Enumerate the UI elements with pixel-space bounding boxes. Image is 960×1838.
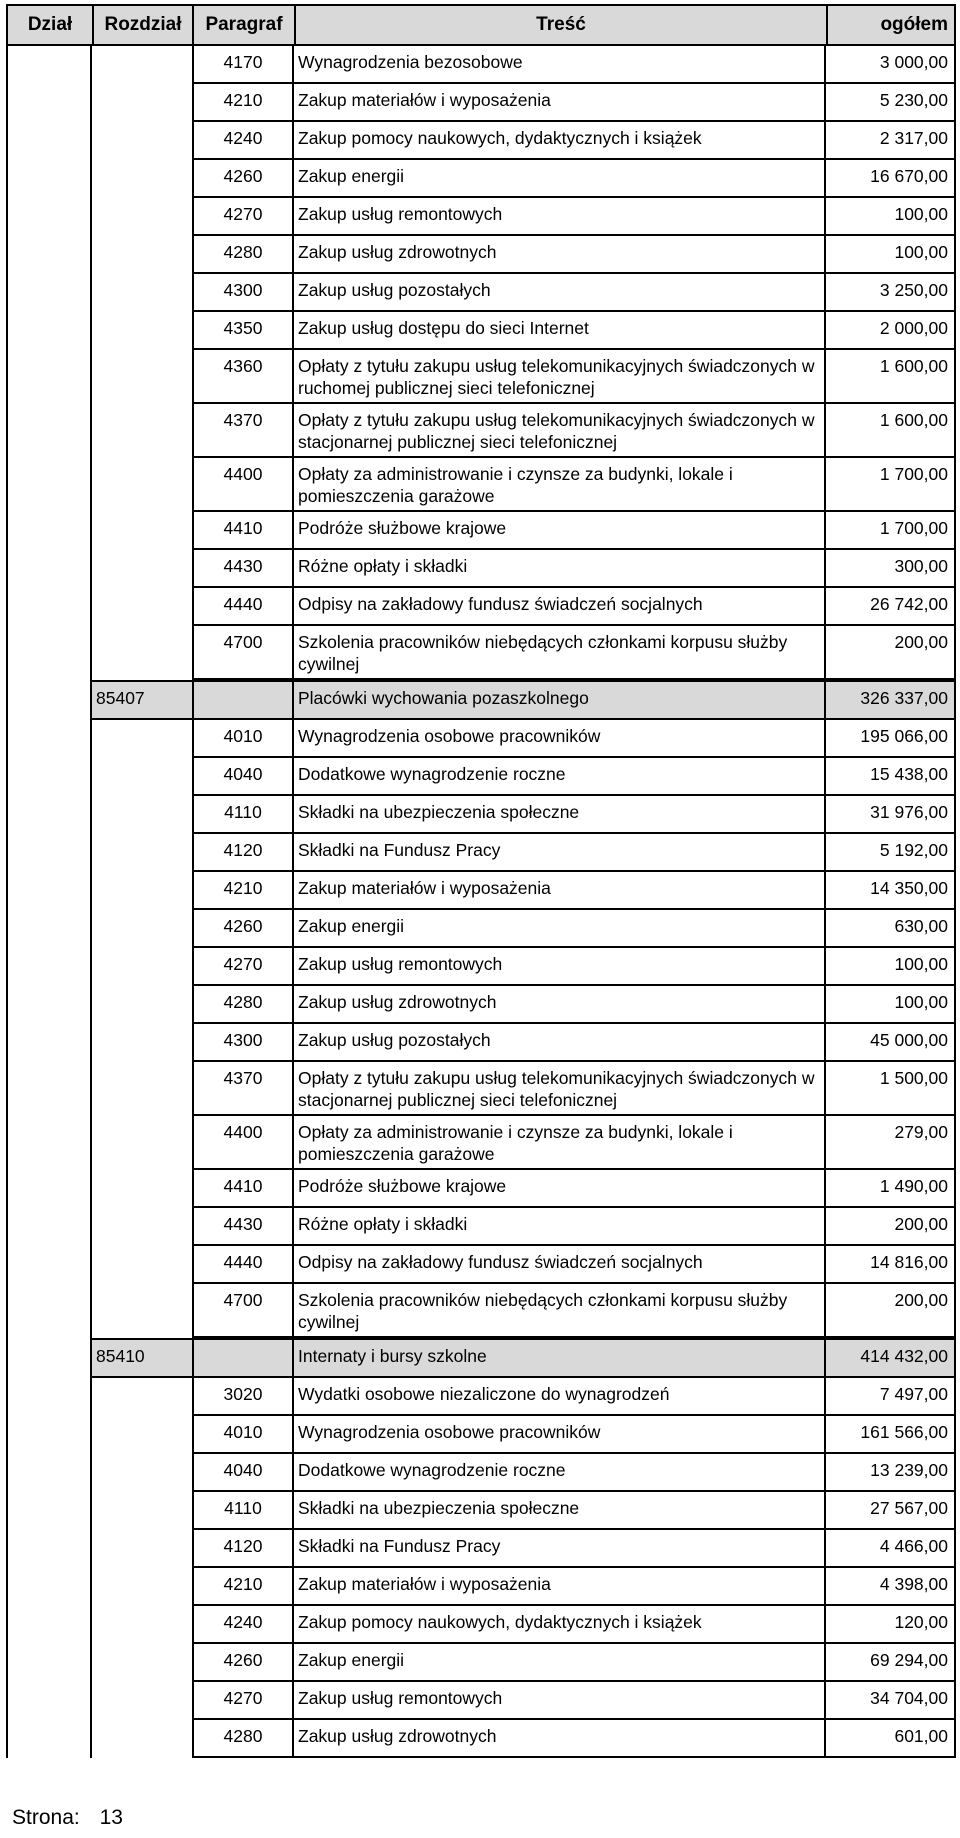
table-row — [6, 160, 956, 198]
cell-ogolem: 195 066,00 — [826, 720, 956, 758]
table-row — [6, 512, 956, 550]
table-row — [6, 986, 956, 1024]
budget-table — [6, 4, 956, 1758]
cell-paragraf: 4700 — [192, 626, 294, 680]
cell-tresc: Wynagrodzenia bezosobowe — [294, 46, 826, 84]
cell-dzial — [6, 1338, 92, 1378]
cell-ogolem: 27 567,00 — [826, 1492, 956, 1530]
cell-tresc: Opłaty z tytułu zakupu usług telekomunikacyjnych świadczonych w ruchomej publicznej sieci telefonicznej — [294, 350, 826, 404]
table-row — [6, 1568, 956, 1606]
cell-ogolem: 1 500,00 — [826, 1062, 956, 1116]
cell-ogolem: 279,00 — [826, 1116, 956, 1170]
table-row — [6, 312, 956, 350]
cell-dzial — [6, 834, 92, 872]
cell-paragraf: 4040 — [192, 1454, 294, 1492]
table-row — [6, 350, 956, 404]
cell-dzial — [6, 1606, 92, 1644]
cell-dzial — [6, 46, 92, 84]
cell-ogolem: 1 700,00 — [826, 512, 956, 550]
page-number: 13 — [99, 1806, 123, 1829]
cell-ogolem: 13 239,00 — [826, 1454, 956, 1492]
cell-tresc: Odpisy na zakładowy fundusz świadczeń socjalnych — [294, 1246, 826, 1284]
cell-ogolem: 5 230,00 — [826, 84, 956, 122]
cell-dzial — [6, 1246, 92, 1284]
cell-tresc: Zakup usług zdrowotnych — [294, 236, 826, 274]
cell-paragraf: 4260 — [192, 1644, 294, 1682]
cell-rozdzial — [92, 1284, 192, 1338]
table-row — [6, 458, 956, 512]
cell-dzial — [6, 1062, 92, 1116]
table-row — [6, 834, 956, 872]
cell-dzial — [6, 758, 92, 796]
cell-tresc: Różne opłaty i składki — [294, 1208, 826, 1246]
cell-paragraf: 3020 — [192, 1378, 294, 1416]
cell-tresc: Podróże służbowe krajowe — [294, 512, 826, 550]
cell-dzial — [6, 1720, 92, 1758]
cell-rozdzial — [92, 626, 192, 680]
cell-rozdzial — [92, 1062, 192, 1116]
cell-dzial — [6, 872, 92, 910]
cell-ogolem: 1 600,00 — [826, 404, 956, 458]
cell-tresc: Wynagrodzenia osobowe pracowników — [294, 1416, 826, 1454]
cell-tresc: Opłaty z tytułu zakupu usług telekomunikacyjnych świadczonych w stacjonarnej publicznej sieci telefonicznej — [294, 404, 826, 458]
cell-ogolem: 31 976,00 — [826, 796, 956, 834]
table-row — [6, 1246, 956, 1284]
cell-rozdzial — [92, 1644, 192, 1682]
cell-tresc: Różne opłaty i składki — [294, 550, 826, 588]
cell-paragraf: 4010 — [192, 1416, 294, 1454]
cell-rozdzial — [92, 1720, 192, 1758]
cell-rozdzial — [92, 910, 192, 948]
cell-tresc: Zakup usług remontowych — [294, 948, 826, 986]
cell-ogolem: 2 000,00 — [826, 312, 956, 350]
table-row — [6, 84, 956, 122]
cell-paragraf — [192, 1338, 294, 1378]
table-row — [6, 626, 956, 680]
cell-ogolem: 4 398,00 — [826, 1568, 956, 1606]
cell-tresc: Dodatkowe wynagrodzenie roczne — [294, 758, 826, 796]
cell-dzial — [6, 1644, 92, 1682]
cell-rozdzial — [92, 1378, 192, 1416]
cell-rozdzial — [92, 274, 192, 312]
cell-rozdzial — [92, 404, 192, 458]
cell-tresc: Opłaty za administrowanie i czynsze za budynki, lokale i pomieszczenia garażowe — [294, 1116, 826, 1170]
cell-paragraf: 4370 — [192, 1062, 294, 1116]
cell-tresc: Zakup usług remontowych — [294, 198, 826, 236]
cell-tresc: Składki na ubezpieczenia społeczne — [294, 796, 826, 834]
cell-ogolem: 200,00 — [826, 1208, 956, 1246]
cell-ogolem: 326 337,00 — [826, 680, 956, 720]
cell-tresc: Szkolenia pracowników niebędących członkami korpusu służby cywilnej — [294, 626, 826, 680]
cell-dzial — [6, 198, 92, 236]
table-header — [6, 4, 956, 46]
cell-ogolem: 45 000,00 — [826, 1024, 956, 1062]
table-row — [6, 1208, 956, 1246]
table-row — [6, 1062, 956, 1116]
cell-paragraf: 4350 — [192, 312, 294, 350]
cell-ogolem: 300,00 — [826, 550, 956, 588]
table-row — [6, 1530, 956, 1568]
cell-ogolem: 100,00 — [826, 986, 956, 1024]
cell-dzial — [6, 588, 92, 626]
cell-rozdzial — [92, 1170, 192, 1208]
cell-rozdzial — [92, 550, 192, 588]
cell-dzial — [6, 910, 92, 948]
cell-dzial — [6, 680, 92, 720]
cell-tresc: Zakup materiałów i wyposażenia — [294, 1568, 826, 1606]
table-row — [6, 948, 956, 986]
cell-tresc: Zakup materiałów i wyposażenia — [294, 872, 826, 910]
cell-paragraf: 4400 — [192, 1116, 294, 1170]
cell-paragraf: 4240 — [192, 122, 294, 160]
cell-dzial — [6, 1492, 92, 1530]
cell-paragraf: 4430 — [192, 1208, 294, 1246]
table-row — [6, 236, 956, 274]
header-tresc: Treść — [296, 6, 828, 44]
table-row — [6, 404, 956, 458]
cell-rozdzial — [92, 872, 192, 910]
cell-dzial — [6, 1568, 92, 1606]
table-row — [6, 550, 956, 588]
cell-rozdzial — [92, 312, 192, 350]
cell-dzial — [6, 796, 92, 834]
cell-dzial — [6, 1170, 92, 1208]
cell-rozdzial — [92, 948, 192, 986]
cell-ogolem: 200,00 — [826, 626, 956, 680]
cell-ogolem: 69 294,00 — [826, 1644, 956, 1682]
header-ogolem: ogółem — [880, 14, 948, 35]
table-row — [6, 1454, 956, 1492]
cell-dzial — [6, 122, 92, 160]
cell-paragraf: 4110 — [192, 796, 294, 834]
table-row — [6, 1024, 956, 1062]
cell-ogolem: 26 742,00 — [826, 588, 956, 626]
cell-paragraf: 4410 — [192, 512, 294, 550]
cell-dzial — [6, 236, 92, 274]
header-rozdzial: Rozdział — [94, 6, 194, 44]
table-row — [6, 910, 956, 948]
cell-rozdzial — [92, 1568, 192, 1606]
cell-ogolem: 120,00 — [826, 1606, 956, 1644]
cell-rozdzial — [92, 1024, 192, 1062]
cell-ogolem: 1 490,00 — [826, 1170, 956, 1208]
cell-rozdzial — [92, 1208, 192, 1246]
cell-tresc: Zakup pomocy naukowych, dydaktycznych i książek — [294, 122, 826, 160]
cell-rozdzial — [92, 512, 192, 550]
cell-tresc: Zakup usług pozostałych — [294, 274, 826, 312]
cell-rozdzial — [92, 720, 192, 758]
cell-rozdzial — [92, 46, 192, 84]
table-row — [6, 198, 956, 236]
table-row — [6, 1284, 956, 1338]
cell-dzial — [6, 1116, 92, 1170]
table-row — [6, 122, 956, 160]
cell-rozdzial — [92, 796, 192, 834]
section-row — [6, 1338, 956, 1378]
cell-paragraf: 4260 — [192, 160, 294, 198]
table-row — [6, 796, 956, 834]
table-row — [6, 720, 956, 758]
cell-rozdzial — [92, 758, 192, 796]
cell-rozdzial — [92, 1492, 192, 1530]
cell-paragraf: 4260 — [192, 910, 294, 948]
cell-paragraf: 4300 — [192, 274, 294, 312]
header-dzial: Dział — [8, 6, 94, 44]
cell-rozdzial — [92, 1116, 192, 1170]
cell-paragraf: 4270 — [192, 198, 294, 236]
cell-dzial — [6, 458, 92, 512]
cell-dzial — [6, 1024, 92, 1062]
cell-ogolem: 3 000,00 — [826, 46, 956, 84]
cell-dzial — [6, 350, 92, 404]
cell-rozdzial — [92, 122, 192, 160]
cell-ogolem: 100,00 — [826, 198, 956, 236]
cell-tresc: Zakup materiałów i wyposażenia — [294, 84, 826, 122]
cell-dzial — [6, 512, 92, 550]
cell-paragraf: 4210 — [192, 84, 294, 122]
cell-paragraf: 4280 — [192, 236, 294, 274]
cell-rozdzial — [92, 236, 192, 274]
page-footer — [12, 1806, 123, 1830]
cell-dzial — [6, 948, 92, 986]
table-row — [6, 1492, 956, 1530]
cell-paragraf: 4040 — [192, 758, 294, 796]
cell-tresc: Placówki wychowania pozaszkolnego — [294, 680, 826, 720]
header-paragraf: Paragraf — [194, 6, 296, 44]
cell-tresc: Zakup usług zdrowotnych — [294, 986, 826, 1024]
cell-paragraf: 4700 — [192, 1284, 294, 1338]
cell-dzial — [6, 274, 92, 312]
cell-rozdzial — [92, 458, 192, 512]
cell-paragraf: 4360 — [192, 350, 294, 404]
cell-dzial — [6, 1416, 92, 1454]
cell-dzial — [6, 404, 92, 458]
cell-paragraf: 4120 — [192, 834, 294, 872]
cell-dzial — [6, 312, 92, 350]
cell-ogolem: 3 250,00 — [826, 274, 956, 312]
cell-paragraf: 4440 — [192, 1246, 294, 1284]
cell-paragraf: 4210 — [192, 1568, 294, 1606]
cell-tresc: Składki na Fundusz Pracy — [294, 834, 826, 872]
cell-paragraf: 4280 — [192, 1720, 294, 1758]
cell-ogolem: 1 700,00 — [826, 458, 956, 512]
cell-dzial — [6, 626, 92, 680]
cell-rozdzial — [92, 198, 192, 236]
cell-paragraf: 4370 — [192, 404, 294, 458]
cell-dzial — [6, 1378, 92, 1416]
cell-paragraf: 4270 — [192, 948, 294, 986]
cell-ogolem: 161 566,00 — [826, 1416, 956, 1454]
cell-tresc: Zakup pomocy naukowych, dydaktycznych i książek — [294, 1606, 826, 1644]
cell-dzial — [6, 1454, 92, 1492]
table-row — [6, 588, 956, 626]
table-row — [6, 1116, 956, 1170]
cell-dzial — [6, 84, 92, 122]
cell-tresc: Zakup usług remontowych — [294, 1682, 826, 1720]
cell-tresc: Zakup energii — [294, 910, 826, 948]
cell-ogolem: 7 497,00 — [826, 1378, 956, 1416]
page-label: Strona: — [12, 1806, 80, 1829]
cell-tresc: Składki na ubezpieczenia społeczne — [294, 1492, 826, 1530]
cell-ogolem: 601,00 — [826, 1720, 956, 1758]
cell-ogolem: 414 432,00 — [826, 1338, 956, 1378]
table-row — [6, 1606, 956, 1644]
cell-dzial — [6, 160, 92, 198]
cell-rozdzial: 85407 — [92, 680, 192, 720]
cell-rozdzial — [92, 834, 192, 872]
cell-ogolem: 100,00 — [826, 236, 956, 274]
cell-paragraf: 4240 — [192, 1606, 294, 1644]
cell-tresc: Zakup energii — [294, 1644, 826, 1682]
cell-rozdzial — [92, 588, 192, 626]
cell-paragraf: 4400 — [192, 458, 294, 512]
table-row — [6, 758, 956, 796]
cell-ogolem: 34 704,00 — [826, 1682, 956, 1720]
cell-paragraf: 4170 — [192, 46, 294, 84]
cell-tresc: Zakup usług pozostałych — [294, 1024, 826, 1062]
cell-dzial — [6, 1530, 92, 1568]
cell-ogolem: 16 670,00 — [826, 160, 956, 198]
cell-paragraf: 4110 — [192, 1492, 294, 1530]
table-row — [6, 1378, 956, 1416]
cell-tresc: Szkolenia pracowników niebędących członkami korpusu służby cywilnej — [294, 1284, 826, 1338]
cell-tresc: Opłaty za administrowanie i czynsze za budynki, lokale i pomieszczenia garażowe — [294, 458, 826, 512]
cell-rozdzial — [92, 1454, 192, 1492]
cell-rozdzial: 85410 — [92, 1338, 192, 1378]
cell-paragraf: 4430 — [192, 550, 294, 588]
table-row — [6, 872, 956, 910]
cell-ogolem: 1 600,00 — [826, 350, 956, 404]
cell-ogolem: 630,00 — [826, 910, 956, 948]
table-row — [6, 1644, 956, 1682]
cell-dzial — [6, 720, 92, 758]
cell-paragraf: 4120 — [192, 1530, 294, 1568]
cell-tresc: Internaty i bursy szkolne — [294, 1338, 826, 1378]
cell-ogolem: 14 816,00 — [826, 1246, 956, 1284]
section-row — [6, 680, 956, 720]
table-row — [6, 274, 956, 312]
cell-dzial — [6, 1682, 92, 1720]
cell-dzial — [6, 1208, 92, 1246]
cell-dzial — [6, 550, 92, 588]
cell-rozdzial — [92, 1682, 192, 1720]
cell-ogolem: 4 466,00 — [826, 1530, 956, 1568]
cell-rozdzial — [92, 1246, 192, 1284]
cell-tresc: Odpisy na zakładowy fundusz świadczeń socjalnych — [294, 588, 826, 626]
cell-tresc: Dodatkowe wynagrodzenie roczne — [294, 1454, 826, 1492]
table-row — [6, 46, 956, 84]
cell-paragraf: 4280 — [192, 986, 294, 1024]
cell-rozdzial — [92, 1530, 192, 1568]
cell-rozdzial — [92, 1416, 192, 1454]
cell-tresc: Podróże służbowe krajowe — [294, 1170, 826, 1208]
cell-rozdzial — [92, 986, 192, 1024]
cell-tresc: Zakup usług zdrowotnych — [294, 1720, 826, 1758]
cell-tresc: Opłaty z tytułu zakupu usług telekomunikacyjnych świadczonych w stacjonarnej publicznej sieci telefonicznej — [294, 1062, 826, 1116]
cell-rozdzial — [92, 1606, 192, 1644]
cell-dzial — [6, 986, 92, 1024]
table-row — [6, 1720, 956, 1758]
cell-paragraf — [192, 680, 294, 720]
cell-ogolem: 100,00 — [826, 948, 956, 986]
table-row — [6, 1416, 956, 1454]
cell-rozdzial — [92, 350, 192, 404]
cell-rozdzial — [92, 84, 192, 122]
cell-rozdzial — [92, 160, 192, 198]
cell-paragraf: 4010 — [192, 720, 294, 758]
table-body — [6, 46, 956, 1758]
cell-tresc: Zakup usług dostępu do sieci Internet — [294, 312, 826, 350]
cell-tresc: Składki na Fundusz Pracy — [294, 1530, 826, 1568]
cell-tresc: Wynagrodzenia osobowe pracowników — [294, 720, 826, 758]
cell-tresc: Zakup energii — [294, 160, 826, 198]
cell-ogolem: 200,00 — [826, 1284, 956, 1338]
cell-ogolem: 5 192,00 — [826, 834, 956, 872]
cell-tresc: Wydatki osobowe niezaliczone do wynagrodzeń — [294, 1378, 826, 1416]
cell-ogolem: 2 317,00 — [826, 122, 956, 160]
cell-ogolem: 14 350,00 — [826, 872, 956, 910]
cell-paragraf: 4210 — [192, 872, 294, 910]
cell-paragraf: 4410 — [192, 1170, 294, 1208]
table-row — [6, 1682, 956, 1720]
cell-paragraf: 4300 — [192, 1024, 294, 1062]
cell-dzial — [6, 1284, 92, 1338]
table-row — [6, 1170, 956, 1208]
cell-paragraf: 4270 — [192, 1682, 294, 1720]
cell-paragraf: 4440 — [192, 588, 294, 626]
cell-ogolem: 15 438,00 — [826, 758, 956, 796]
